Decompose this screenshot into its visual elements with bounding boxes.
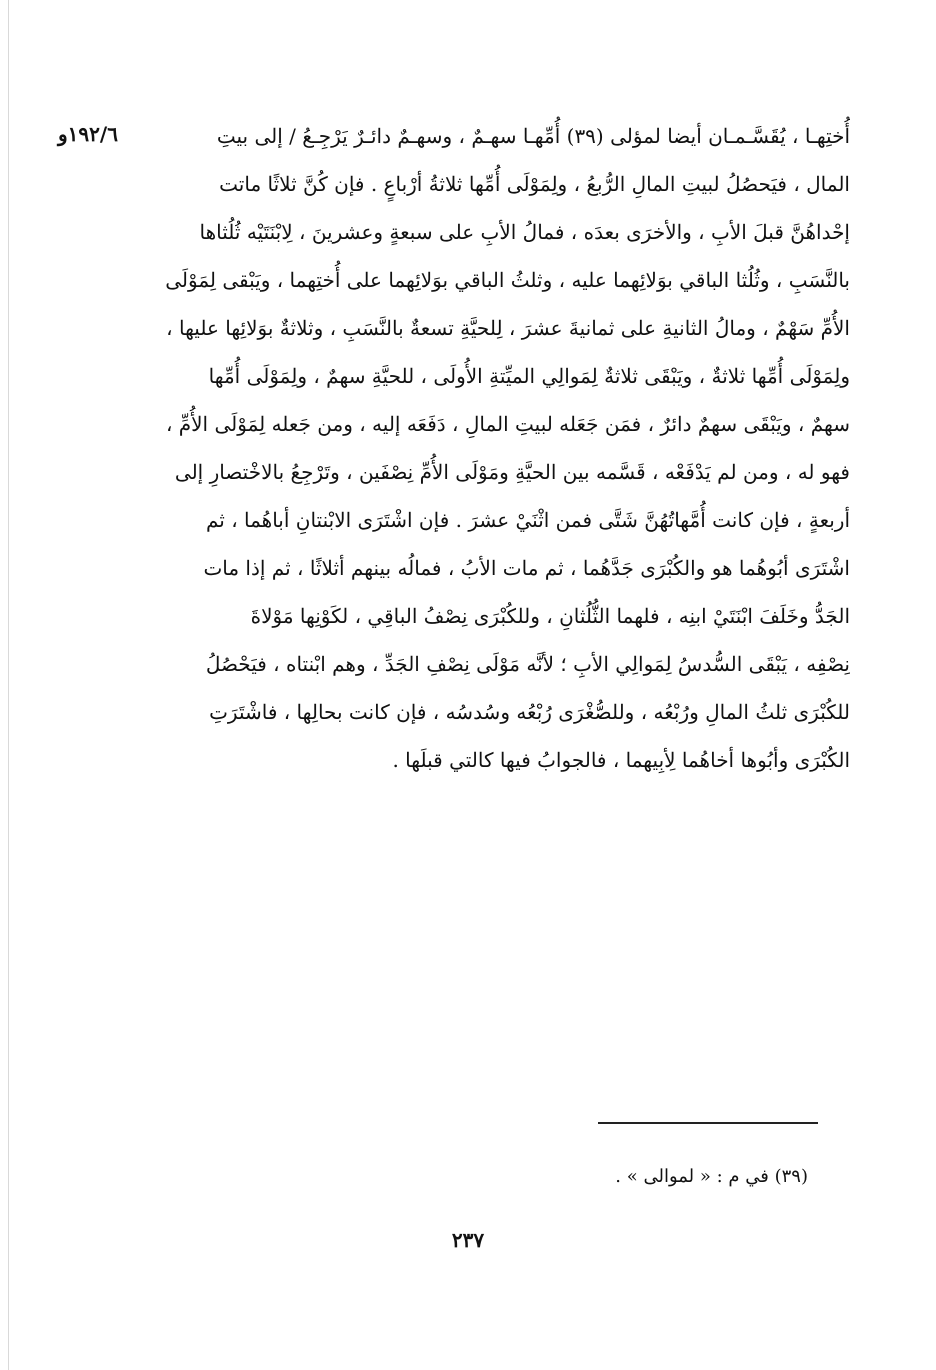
text-line: الجَدُّ وخَلَفَ ابْنَتَيْ ابنِه ، فلهما الثُّلُثانِ ، وللكُبْرَى نِصْفُ الباقِي ، لكَوْنِها مَوْلاةَ xyxy=(250,604,850,628)
text-line: للكُبْرَى ثلثُ المالِ ورُبْعُه ، وللصُّغْرَى رُبْعُه وسُدسُه ، فإن كانت بحالِها ، فاشْتَرَتِ xyxy=(209,700,850,724)
text-line: أربعةٍ ، فإن كانت أُمَّهاتُهُنَّ شَتَّى فمن اثْنَيْ عشرَ . فإن اشْتَرَى الابْنتانِ أباهُما ، ثم xyxy=(205,508,850,532)
text-line: إحْداهُنَّ قبلَ الأبِ ، والأخرَى بعدَه ، فمالُ الأبِ على سبعةٍ وعشرينَ ، لِابْنَتَيْه ثُلُثاها xyxy=(199,220,850,244)
text-line: سهمٌ ، ويَبْقَى سهمٌ دائرٌ ، فمَن جَعَله لبيتِ المالِ ، دَفَعَه إليه ، ومن جَعله لِمَوْلَى الأُمِّ ، xyxy=(165,412,850,436)
text-line: الكُبْرَى وأبُوها أخاهُما لِأبِيهما ، فالجوابُ فيها كالتي قبلَها . xyxy=(392,748,850,772)
text-line: اشْتَرَى أبُوهُما هو والكُبْرَى جَدَّهُما ، ثم مات الأبُ ، فمالُه بينهم أثلاثًا ، ثم إذا مات xyxy=(203,556,850,580)
text-line: بالنَّسَبِ ، وثُلُثا الباقي بوَلائِهما عليه ، وثلثُ الباقي بوَلائِهما على أُختِهما ، ويَبْقى لِمَوْلَى xyxy=(165,268,850,292)
main-text-block xyxy=(150,112,850,784)
text-line: أُختِهـا ، يُقَسَّـمـان أيضا لمؤلى (٣٩) أُمِّهـا سهـمٌ ، وسهـمٌ دائـرٌ يَرْجِـعُ / إلى بيتِ xyxy=(216,124,850,148)
text-line: المال ، فيَحصُلُ لبيتِ المالِ الرُّبعُ ، ولِمَوْلَى أُمِّها ثلاثةُ أرْباعٍ . فإن كُنَّ ثلاثًا ماتت xyxy=(219,172,850,196)
footnote: (٣٩) في م : « لموالى » . xyxy=(615,1166,808,1187)
text-line: ولِمَوْلَى أُمِّها ثلاثةٌ ، ويَبْقَى ثلاثةٌ لِمَوالِي الميِّتةِ الأُولَى ، للحيَّةِ سهمٌ ، ولِمَوْلَى أُمِّها xyxy=(208,364,850,388)
page-number: ٢٣٧ xyxy=(451,1228,485,1252)
margin-manuscript-reference: ١٩٢/٦و xyxy=(58,122,118,146)
text-line: فهو له ، ومن لم يَدْفَعْه ، قَسَّمه بين الحيَّةِ ومَوْلَى الأُمِّ نِصْفَين ، وتَرْجِعُ بالاخْتصارِ إلى xyxy=(174,460,850,484)
text-line: نِصْفِه ، يَبْقَى السُّدسُ لِمَوالِي الأبِ ؛ لأنَّه مَوْلَى نِصْفِ الجَدِّ ، وهم ابْنتاه ، فيَحْصُلُ xyxy=(205,652,850,676)
text-line: الأُمِّ سَهْمٌ ، ومالُ الثانيةِ على ثمانيةَ عشرَ ، لِلحيَّةِ تسعةٌ بالنَّسَبِ ، وثلاثةٌ بوَلائِها عليها ، xyxy=(166,316,850,340)
footnote-separator xyxy=(598,1122,818,1124)
scan-edge-line xyxy=(8,0,9,1370)
